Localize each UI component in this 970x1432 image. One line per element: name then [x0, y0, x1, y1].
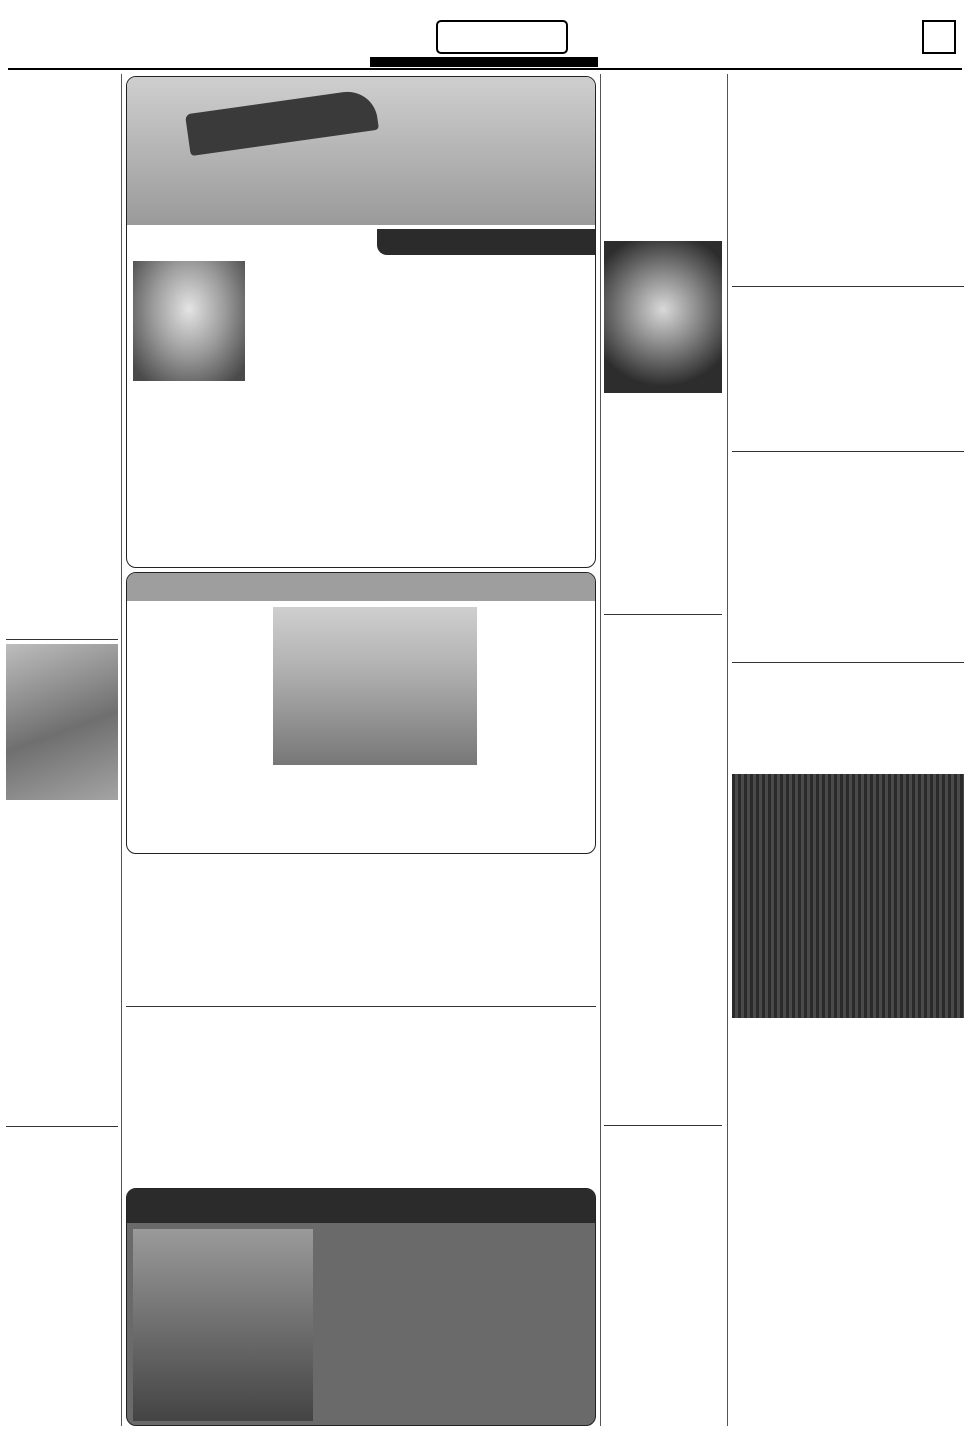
- narcotic-story: [126, 1010, 596, 1182]
- pharma-story: [126, 572, 596, 854]
- robbery-body-2: [604, 453, 722, 609]
- story4-body-2: [732, 1023, 964, 1363]
- mayor-photo: [133, 261, 245, 381]
- bottom-story: [126, 1188, 596, 1426]
- masthead-band: [370, 57, 598, 67]
- story2-body: [732, 293, 964, 445]
- section-divider: [126, 1006, 596, 1007]
- narrow-column-rule: [600, 74, 601, 1426]
- firuzabad-story: [126, 858, 596, 1004]
- narcotic-col-4: [132, 1050, 242, 1178]
- robbery-body: [604, 77, 722, 237]
- narcotic-col-3: [248, 1050, 358, 1178]
- section-divider: [604, 614, 722, 615]
- section-box: [436, 20, 568, 54]
- feature-story: [126, 76, 596, 568]
- feature-col-1: [483, 261, 587, 561]
- bottom-lead: [317, 1229, 587, 1421]
- left-column: [6, 74, 118, 1426]
- feature-subtitle-bar: [377, 229, 595, 255]
- robbery-caption: [604, 397, 722, 453]
- section-divider: [732, 286, 964, 287]
- pharma-col-1: [485, 607, 587, 847]
- section-divider: [732, 662, 964, 663]
- story3-body: [732, 458, 964, 656]
- feature-col-2: [371, 261, 475, 561]
- left-column-rule: [121, 74, 122, 1426]
- pharma-title-bar: [127, 573, 596, 601]
- right-column-rule: [727, 74, 728, 1426]
- firuzabad-col-1: [444, 892, 590, 1000]
- header-rule: [8, 68, 962, 70]
- bottom-title-bar: [127, 1189, 596, 1223]
- narcotic-col-2: [364, 1050, 474, 1178]
- section-divider: [6, 1126, 118, 1127]
- news-body: [6, 77, 118, 635]
- feature-col-4: [133, 397, 245, 563]
- wall-body-2: [6, 804, 118, 1122]
- story4-body: [732, 669, 964, 769]
- right-column: [732, 74, 964, 1426]
- suspects-photo: [273, 607, 477, 765]
- thief-photo: [604, 241, 722, 393]
- firuzabad-col-2: [290, 892, 436, 1000]
- collapsed-wall-photo: [6, 644, 118, 800]
- section-divider: [6, 639, 118, 640]
- arrest-photo: [133, 1229, 313, 1421]
- page-number-box: [922, 20, 956, 54]
- smuggle-body: [604, 620, 722, 1120]
- page-header: [0, 0, 970, 70]
- narrow-column: [604, 74, 722, 1426]
- section-divider: [732, 451, 964, 452]
- hacker-photo: [732, 774, 964, 1018]
- pharma-col-2: [367, 769, 477, 849]
- pharma-col-4: [135, 607, 267, 847]
- feature-col-3: [253, 261, 363, 561]
- story1-body: [732, 80, 964, 280]
- narcotic-col-1: [480, 1050, 590, 1178]
- firuzabad-col-3: [132, 892, 282, 1000]
- section-divider: [604, 1125, 722, 1126]
